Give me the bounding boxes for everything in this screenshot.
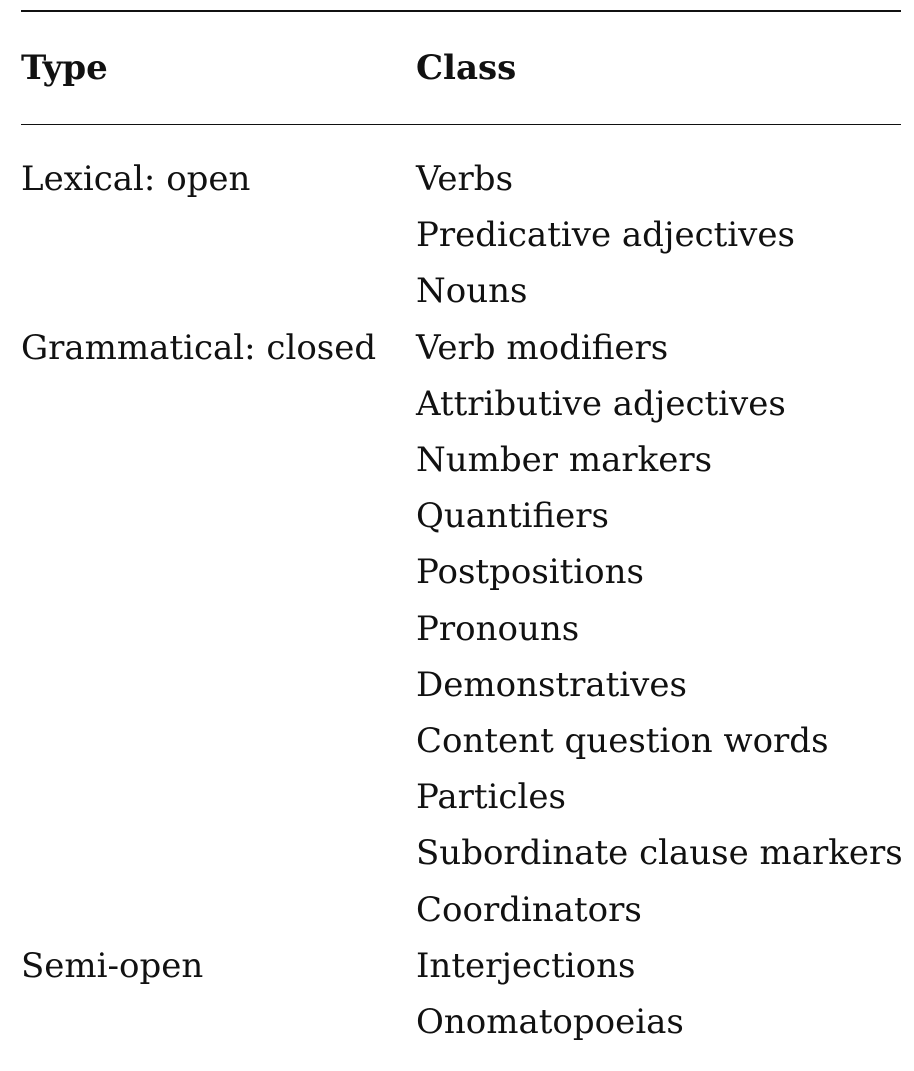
cell-class: Coordinators [416,889,642,930]
cell-type: Grammatical: closed [21,327,377,368]
table-row [21,713,901,769]
header-class: Class [416,48,517,88]
cell-class: Content question words [416,720,829,761]
table-row [21,263,901,319]
cell-class: Pronouns [416,608,580,649]
cell-class: Particles [416,777,566,818]
table-row [21,320,901,376]
cell-class: Quantifiers [416,496,609,537]
table-row [21,881,901,937]
table-row [21,994,901,1050]
cell-class: Number markers [416,440,713,481]
cell-class: Verb modifiers [416,327,669,368]
cell-class: Nouns [416,271,528,312]
cell-class: Demonstratives [416,664,687,705]
table-row [21,601,901,657]
table-row [21,151,901,207]
cell-class: Predicative adjectives [416,215,795,256]
cell-class: Onomatopoeias [416,1001,684,1042]
cell-class: Subordinate clause markers [416,833,903,874]
cell-class: Verbs [416,159,514,200]
table-row [21,657,901,713]
table-row [21,376,901,432]
cell-type: Semi-open [21,945,204,986]
cell-class: Attributive adjectives [416,383,786,424]
table-row [21,938,901,994]
table-row [21,769,901,825]
cell-class: Interjections [416,945,636,986]
table-row [21,488,901,544]
cell-type: Lexical: open [21,159,251,200]
table-row [21,825,901,881]
table-row [21,207,901,263]
table-header-row [21,12,901,124]
header-type: Type [21,48,108,88]
table-row [21,432,901,488]
cell-class: Postpositions [416,552,644,593]
table-body [21,125,901,1050]
word-class-table [21,10,901,1050]
table-row [21,544,901,600]
